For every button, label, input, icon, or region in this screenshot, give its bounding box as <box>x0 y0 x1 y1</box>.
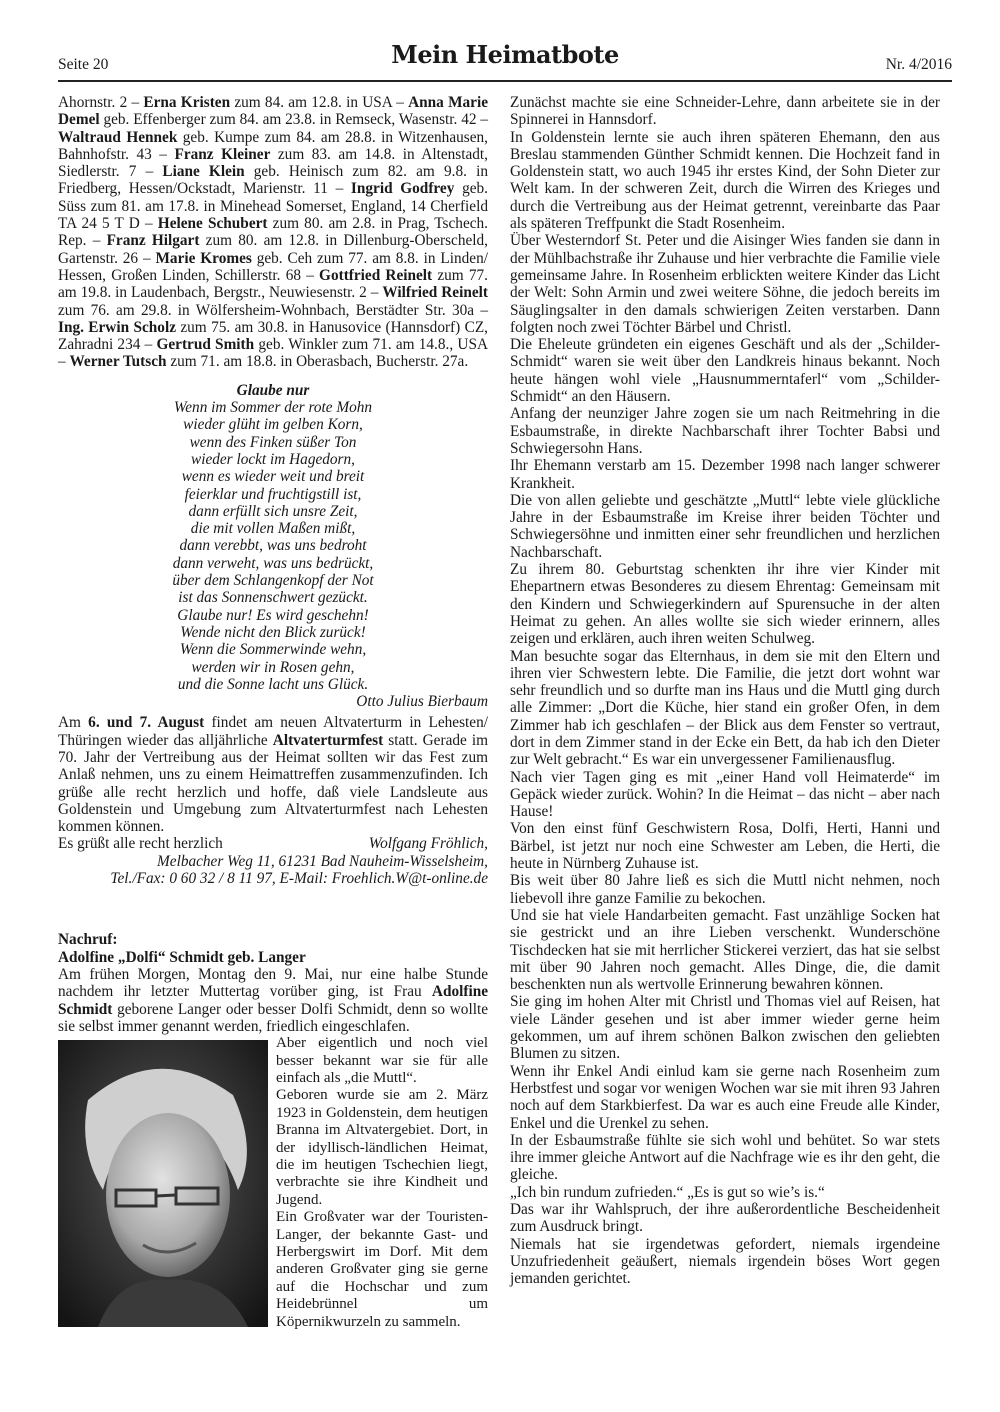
poem-line: dann verweht, was uns bedrückt, <box>172 554 374 572</box>
sender-name: Wolfgang Fröhlich, <box>368 835 488 853</box>
poem-lines <box>58 399 488 693</box>
body-paragraph: Sie ging im hohen Alter mit Christl und Thomas viel auf Reisen, hat viele Länder gesehen und ist aber immer wieder gerne heim gekommen, um auf ihrem schönen Balkon zwischen den geliebten Blumen zu sitzen. <box>510 993 940 1063</box>
sender-address: Melbacher Weg 11, 61231 Bad Nauheim-Wisselsheim, <box>157 852 488 870</box>
announcement: Am 6. und 7. August findet am neuen Altvaterturm in Lehesten/ Thüringen wieder das alljährliche Altvaterturmfest statt. Gerade im 70. Jahr der Vertreibung aus der Heimat sollten wir das Fest zum Anlaß nehmen, uns zu einem Heimattreffen zusammenzufinden. Ich grüße alle recht herzlich und hoffe, daß viele Landsleute aus Goldenstein und Umgebung zum Altvaterturmfest nach Lehesten kommen können. <box>58 714 488 836</box>
bold-name: Liane Klein <box>162 163 245 181</box>
body-paragraph: Niemals hat sie irgendetwas gefordert, niemals irgendeine Unzufriedenheit geäußert, niemals irgendein böses Wort gegen jemanden gerichtet. <box>510 1235 940 1288</box>
bold-name: Gertrud Smith <box>156 336 255 354</box>
body-paragraph: Die von allen geliebte und geschätzte „Muttl“ lebte viele glückliche Jahre in der Esbaumstraße im Kreise ihrer beiden Töchter und Schwiegersöhne und inmitten einer sehr freundlichen und herzlichen Nachbarschaft. <box>510 491 940 561</box>
newspaper-masthead: Mein Heimatbote <box>391 40 619 69</box>
obituary-name: Adolfine „Dolfi“ Schmidt geb. Langer <box>58 948 306 966</box>
poem-line: werden wir in Rosen gehn, <box>191 658 355 676</box>
poem-title: Glaube nur <box>236 381 310 399</box>
poem-line: und die Sonne lacht uns Glück. <box>177 675 369 693</box>
bold-name: Altvaterturmfest <box>272 731 384 749</box>
poem-line: wenn des Finken süßer Ton <box>189 433 357 451</box>
body-paragraph: Das war ihr Wahlspruch, der ihre außerordentliche Bescheidenheit zum Ausdruck bringt. <box>510 1201 940 1236</box>
bold-name: Ing. Erwin Scholz <box>58 318 176 336</box>
poem-line: Wenn die Sommerwinde wehn, <box>179 641 367 659</box>
body-paragraph: Von den einst fünf Geschwistern Rosa, Dolfi, Herti, Hanni und Bärbel, ist jetzt nur noch eine Schwester am Leben, die Herti, die heute in Nürnberg Zuhause ist. <box>510 820 940 873</box>
body-paragraph: „Ich bin rundum zufrieden.“ „Es is gut so wie’s is.“ <box>510 1183 825 1201</box>
bold-name: Franz Kleiner <box>174 145 271 163</box>
poem-line: ist das Sonnenschwert gezückt. <box>178 589 368 607</box>
body-paragraph: Über Westerndorf St. Peter und die Aisinger Wies fanden sie dann in der Mühlbachstraße ihr Zuhause und hier verbrachte die Familie viele gemeinsame Jahre. In Rosenheim erblickten weitere Kinder das Licht der Welt: Sohn Armin und zwei weitere Söhne, die jedoch bereits im Säuglingsalter in den damals schwierigen Zeiten verstarben. Dann folgten noch zwei Töchter Bärbel und Christl. <box>510 232 940 336</box>
bold-name: Erna Kristen <box>143 94 231 111</box>
obituary-heading: Nachruf: <box>58 931 118 949</box>
obituary-paragraph: Aber eigentlich und noch viel besser bekannt war sie für alle einfach als „die Muttl“. <box>276 1035 488 1086</box>
poem-line: Wende nicht den Blick zurück! <box>180 623 366 641</box>
greeting: Es grüßt alle recht herzlich <box>58 835 223 853</box>
poem-line: wenn es wieder weit und breit <box>181 468 365 486</box>
bold-name: Adolfine Schmidt <box>58 983 488 1018</box>
header-rule <box>58 80 952 82</box>
obituary-intro: Am frühen Morgen, Montag den 9. Mai, nur eine halbe Stunde nachdem ihr letzter Muttertag vorüber ging, ist Frau Adolfine Schmidt geborene Langer oder besser Dolfi Schmidt, denn so wollte sie selbst immer genannt werden, friedlich eingeschlafen. <box>58 965 488 1035</box>
page-number: Seite 20 <box>58 56 109 73</box>
poem-line: wieder lockt im Hagedorn, <box>191 450 355 468</box>
bold-name: Wilfried Reinelt <box>382 284 488 302</box>
body-paragraph: Wenn ihr Enkel Andi einlud kam sie gerne nach Rosenheim zum Herbstfest und sogar vor wenigen Wochen war sie mit ihren 93 Jahren noch auf dem Starkbierfest. Da war es auch eine Freude alle Kinder, Enkel und die Urenkel zu sehen. <box>510 1062 940 1132</box>
portrait-photo <box>58 1040 268 1327</box>
poem-line: Wenn im Sommer der rote Mohn <box>173 399 373 417</box>
bold-name: Marie Kromes <box>155 249 252 267</box>
body-paragraph: Und sie hat viele Handarbeiten gemacht. Fast unzählige Socken hat sie gestrickt und an ihre Lieben verschenkt. Wunderschöne Tischdecken hat sie mit herrlicher Stickerei verziert, das hat sie selbst mit über 90 Jahren noch gemacht. Alles Dinge, die, die damit beschenkten nun als wertvolle Erinnerung bewahren können. <box>510 906 940 994</box>
obituary <box>58 931 488 1331</box>
poem-line: die mit vollen Maßen mißt, <box>190 520 356 538</box>
obituary-paragraph: Geboren wurde sie am 2. März 1923 in Goldenstein, dem heutigen Branna im Altvatergebiet. Dort, in der idyllisch-ländlichen Heimat, die im heutigen Tschechien liegt, verbrachte sie ihre Kindheit und Jugend. <box>276 1087 488 1208</box>
signature-row <box>58 835 488 852</box>
portrait-image <box>58 1040 268 1327</box>
poem-line: Glaube nur! Es wird geschehn! <box>177 606 369 624</box>
body-paragraph: Man besuchte sogar das Elternhaus, in dem sie mit den Eltern und ihren vier Schwestern lebte. Die Familie, die jetzt dort wohnt war sehr freundlich und so durfte man ins Haus und die Muttl ging durch alle Zimmer: „Dort die Küche, hier stand ein großer Ofen, in dem Zimmer hab ich geschlafen – der Blick aus dem Fenster so vertraut, dort in dem Zimmer stand in der Ecke ein Bett, da hab ich den Dieter zur Welt gebracht.“ Es war ein unvergessener Familienausflug. <box>510 647 940 769</box>
poem-line: dann verebbt, was uns bedroht <box>179 537 367 555</box>
issue-number: Nr. 4/2016 <box>885 56 952 73</box>
poem-author: Otto Julius Bierbaum <box>356 693 488 711</box>
poem-line: über dem Schlangenkopf der Not <box>172 572 374 590</box>
sender-contact: Tel./Fax: 0 60 32 / 8 11 97, E-Mail: Froehlich.W@t-online.de <box>110 870 488 888</box>
body-paragraph: Anfang der neunziger Jahre zogen sie um nach Reitmehring in die Esbaumstraße, in direkte Nachbarschaft ihrer Tochter Babsi und Schwiegersohn Hans. <box>510 405 940 457</box>
body-paragraph: Zu ihrem 80. Geburtstag schenkten ihr ihre vier Kinder mit Ehepartnern etwas Besonderes zu diesem Ehrentag: Gemeinsam mit den Kindern und Schwiegerkindern auf Spurensuche in der alten Heimat zu gehen. An alles wollte sie sich wieder erinnern, alles zeigen und erklären, auch ihren weiten Schulweg. <box>510 561 940 648</box>
obituary-paragraph: Ein Großvater war der Touristen-Langer, der bekannte Gast- und Herbergswirt im Dorf. Mit dem anderen Großvater ging sie gerne auf die Hochschar und zum Heidebrünnel um Köpernikwurzeln zu sammeln. <box>276 1209 488 1330</box>
body-paragraph: Zunächst machte sie eine Schneider-Lehre, dann arbeitete sie in der Spinnerei in Hannsdorf. <box>510 94 940 129</box>
right-column <box>510 94 940 1287</box>
body-paragraph: In Goldenstein lernte sie auch ihren späteren Ehemann, den aus Breslau stammenden Günther Schmidt kennen. Die Hochzeit fand in Goldenstein statt, wo auch 1945 ihr erstes Kind, der Sohn Dieter zur Welt kam. In der schweren Zeit, durch die Wirren des Krieges und durch die Vertreibung aus der Heimat getrennt, vereinbarte das Paar als späteren Treffpunkt die Stadt Rosenheim. <box>510 128 940 233</box>
body-paragraph: Ihr Ehemann verstarb am 15. Dezember 1998 nach langer schwerer Krankheit. <box>510 457 940 492</box>
body-paragraph: Nach vier Tagen ging es mit „einer Hand voll Heimaterde“ im Gepäck wieder zurück. Wohin? In die Heimat – das nicht – aber nach Hause! <box>510 768 940 821</box>
bold-name: Ingrid Godfrey <box>350 180 455 198</box>
body-paragraph: In der Esbaumstraße fühlte sie sich wohl und behütet. So war stets ihre immer gleiche Antwort auf die Nachfrage wie es ihr den geht, die gleiche. <box>510 1131 940 1184</box>
bold-name: Franz Hilgart <box>106 232 200 250</box>
left-column <box>58 94 488 1331</box>
bold-name: Anna Marie Demel <box>58 94 488 129</box>
poem-line: wieder glüht im gelben Korn, <box>183 416 363 434</box>
bold-name: 6. und 7. August <box>88 714 205 732</box>
bold-name: Werner Tutsch <box>69 353 167 371</box>
body-paragraph: Die Eheleute gründeten ein eigenes Geschäft und als der „Schilder-Schmidt“ waren sie weit über den Landkreis hinaus bekannt. Noch heute hängen wohl viele „Hausnummerntaferl“ vom „Schilder-Schmidt“ an den Häusern. <box>510 336 940 406</box>
birthday-list: Ahornstr. 2 – Erna Kristen zum 84. am 12.8. in USA – Anna Marie Demel geb. Effenberger zum 84. am 23.8. in Remseck, Wasenstr. 42 – Waltraud Hennek geb. Kumpe zum 84. am 28.8. in Witzenhausen, Bahnhofstr. 43 – Franz Kleiner zum 83. am 14.8. in Altenstadt, Siedlerstr. 7 – Liane Klein geb. Heinisch zum 82. am 9.8. in Friedberg, Hessen/Ockstadt, Marienstr. 11 – Ingrid Godfrey geb. Süss zum 81. am 17.8. in Minehead Somerset, England, 14 Cherfield TA 24 5 T D – Helene Schubert zum 80. am 2.8. in Prag, Tschech. Rep. – Franz Hilgart zum 80. am 12.8. in Dillenburg-Oberscheld, Gartenstr. 26 – Marie Kromes geb. Ceh zum 77. am 8.8. in Linden/ Hessen, Großen Linden, Schillerstr. 68 – Gottfried Reinelt zum 77. am 19.8. in Laudenbach, Bergstr., Neuwiesenstr. 2 – Wilfried Reinelt zum 76. am 29.8. in Wölfersheim-Wohnbach, Berstädter Str. 30a – Ing. Erwin Scholz zum 75. am 30.8. in Hanusovice (Hannsdorf) CZ, Zahradni 234 – Gertrud Smith geb. Winkler zum 71. am 14.8., USA – Werner Tutsch zum 71. am 18.8. in Oberasbach, Bucherstr. 27a. <box>58 94 489 371</box>
page-header <box>58 40 952 80</box>
body-paragraph: Bis weit über 80 Jahre ließ es sich die Muttl nicht nehmen, noch liebevoll ihre ganze Familie zu bekochen. <box>510 872 940 907</box>
poem <box>58 382 488 711</box>
bold-name: Gottfried Reinelt <box>319 266 433 284</box>
poem-line: dann erfüllt sich unsre Zeit, <box>188 502 358 520</box>
poem-line: feierklar und fruchtigstill ist, <box>184 485 362 503</box>
bold-name: Helene Schubert <box>157 215 268 233</box>
bold-name: Waltraud Hennek <box>58 128 178 146</box>
